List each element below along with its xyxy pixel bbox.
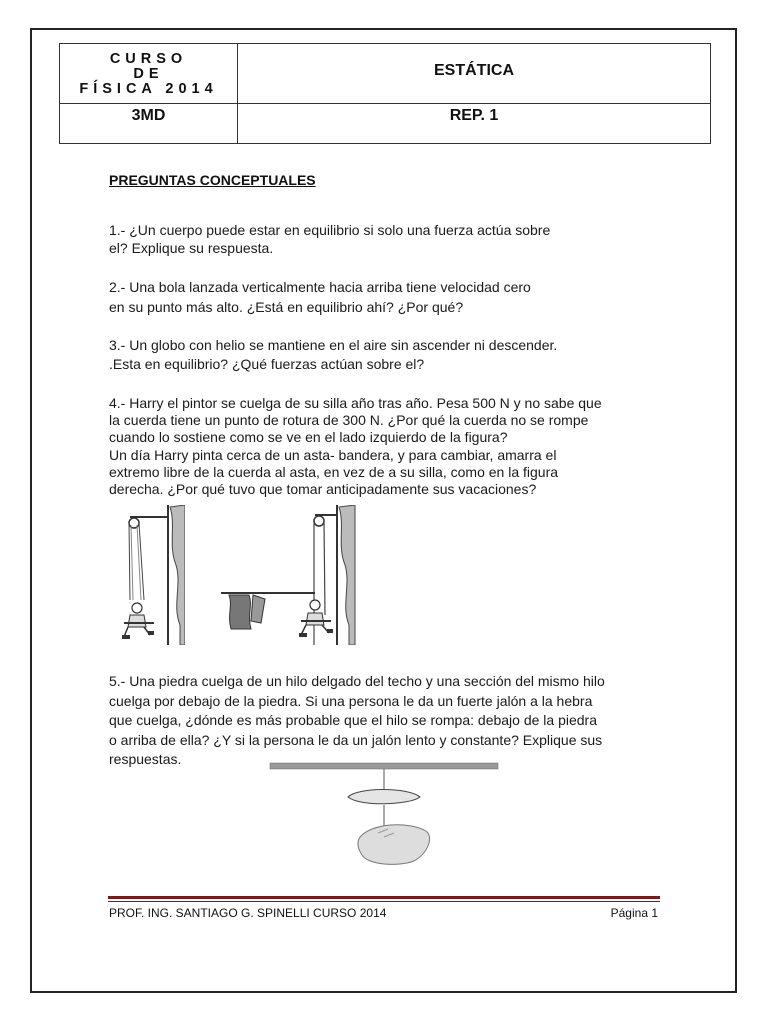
question-4 xyxy=(109,395,602,498)
question-line: .Esta en equilibrio? ¿Qué fuerzas actúan sobre el? xyxy=(109,356,425,372)
question-line: 5.- Una piedra cuelga de un hilo delgado del techo y una sección del mismo hilo xyxy=(109,673,605,689)
footer-rule-thin xyxy=(108,901,660,902)
group-label: 3MD xyxy=(131,107,166,124)
question-2 xyxy=(109,277,531,317)
question-line: cuelga por debajo de la piedra. Si una persona le da un fuerte jalón a la hebra xyxy=(109,692,593,709)
footer-author: PROF. ING. SANTIAGO G. SPINELLI CURSO 2014 xyxy=(109,906,387,920)
course-label xyxy=(60,45,237,103)
question-line: la cuerda tiene un punto de rotura de 300 N. ¿Por qué la cuerda no se rompe xyxy=(109,412,589,429)
footer-page-number: Página 1 xyxy=(610,906,658,920)
footer-rule-thick xyxy=(108,896,660,899)
question-1 xyxy=(109,222,550,257)
painter-flagpole-illustration xyxy=(215,505,365,645)
rep-label: REP. 1 xyxy=(449,107,499,124)
section-title: PREGUNTAS CONCEPTUALES xyxy=(109,172,316,188)
question-line: 1.- ¿Un cuerpo puede estar en equilibrio si solo una fuerza actúa sobre xyxy=(109,222,551,238)
course-line-3: FÍSICA 2014 xyxy=(79,80,218,97)
question-line: 2.- Una bola lanzada verticalmente hacia arriba tiene velocidad cero xyxy=(109,279,531,295)
question-line: en su punto más alto. ¿Está en equilibrio ahí? ¿Por qué? xyxy=(109,299,464,315)
painter-chair-illustration xyxy=(110,505,185,645)
question-line: 4.- Harry el pintor se cuelga de su silla año tras año. Pesa 500 N y no sabe que xyxy=(109,395,602,411)
question-line: cuando lo sostiene como se ve en el lado izquierdo de la figura? xyxy=(109,429,508,446)
header-divider-vertical xyxy=(237,44,238,143)
question-3 xyxy=(109,336,557,374)
question-line: Un día Harry pinta cerca de un asta- bandera, y para cambiar, amarra el xyxy=(109,446,557,463)
course-line-1: CURSO xyxy=(109,50,188,67)
question-line: el? Explique su respuesta. xyxy=(109,239,274,256)
question-line: 3.- Un globo con helio se mantiene en el aire sin ascender ni descender. xyxy=(109,337,558,353)
question-line: derecha. ¿Por qué tuvo que tomar anticipadamente sus vacaciones? xyxy=(109,481,537,498)
hanging-stone-illustration xyxy=(268,757,508,872)
course-line-2: DE xyxy=(133,65,164,82)
question-line: que cuelga, ¿dónde es más probable que el hilo se rompa: debajo de la piedra xyxy=(109,712,597,728)
document-title: ESTÁTICA xyxy=(434,62,514,79)
header-table xyxy=(59,43,711,144)
question-5 xyxy=(109,672,605,770)
header-divider-horizontal xyxy=(60,103,710,104)
question-line: o arriba de ella? ¿Y si la persona le da un jalón lento y constante? Explique sus xyxy=(109,731,603,748)
question-line: extremo libre de la cuerda al asta, en vez de a su silla, como en la figura xyxy=(109,463,559,480)
question-line: respuestas. xyxy=(109,751,182,767)
